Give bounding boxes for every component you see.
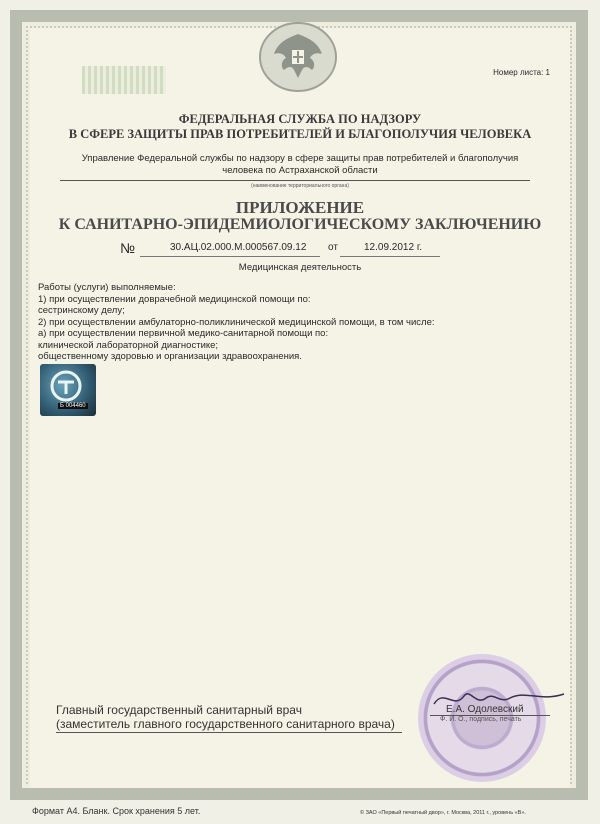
works-list bbox=[38, 282, 538, 363]
works-line: клинической лабораторной диагностике; bbox=[38, 339, 219, 351]
sheet-number: Номер листа: 1 bbox=[493, 68, 550, 77]
activity-type: Медицинская деятельность bbox=[238, 262, 362, 273]
department-line1: Управление Федеральной службы по надзору в сфере защиты прав потребителей и благополучия bbox=[81, 153, 519, 164]
department-caption: (наименование территориального органа) bbox=[251, 183, 349, 189]
date-underline bbox=[340, 256, 440, 257]
department-underline bbox=[60, 180, 530, 181]
agency-title-line1: ФЕДЕРАЛЬНАЯ СЛУЖБА ПО НАДЗОРУ bbox=[178, 112, 422, 126]
conclusion-number: 30.АЦ.02.000.М.000567.09.12 bbox=[170, 242, 307, 253]
works-line: 1) при осуществлении доврачебной медицинской помощи по: bbox=[38, 293, 311, 305]
signatory-position: Главный государственный санитарный врач bbox=[56, 703, 302, 717]
department-line2: человека по Астраханской области bbox=[222, 165, 378, 176]
number-underline bbox=[140, 256, 320, 257]
number-sign: № bbox=[120, 240, 136, 256]
agency-title-line2: В СФЕРЕ ЗАЩИТЫ ПРАВ ПОТРЕБИТЕЛЕЙ И БЛАГОПОЛУЧИЯ ЧЕЛОВЕКА bbox=[68, 127, 532, 141]
signatory-caption: Ф. И. О., подпись, печать bbox=[440, 716, 522, 723]
signatory-position-alt: (заместитель главного государственного санитарного врача) bbox=[56, 717, 395, 731]
signature-underline bbox=[430, 715, 550, 716]
hologram-strip bbox=[82, 66, 166, 94]
from-label: от bbox=[328, 242, 338, 253]
footer-format-note: Формат А4. Бланк. Срок хранения 5 лет. bbox=[32, 806, 201, 816]
certification-number: Б 004460 bbox=[60, 403, 86, 409]
document-title: ПРИЛОЖЕНИЕ bbox=[235, 198, 365, 217]
works-line: общественному здоровью и организации здравоохранения. bbox=[38, 351, 302, 362]
works-line: 2) при осуществлении амбулаторно-поликлинической медицинской помощи, в том числе: bbox=[38, 316, 435, 328]
position-underline bbox=[56, 732, 402, 733]
works-line: а) при осуществлении первичной медико-санитарной помощи по: bbox=[38, 328, 329, 339]
conclusion-date: 12.09.2012 г. bbox=[364, 242, 423, 253]
works-line: Работы (услуги) выполняемые: bbox=[38, 282, 176, 293]
signatory-name: Е.А. Одолевский bbox=[446, 704, 524, 715]
document-subtitle: К САНИТАРНО-ЭПИДЕМИОЛОГИЧЕСКОМУ ЗАКЛЮЧЕНИЮ bbox=[58, 216, 542, 233]
coat-of-arms-emblem bbox=[258, 20, 338, 94]
footer-printer-note: © ЗАО «Первый печатный двор», г. Москва, 2011 г., уровень «В». bbox=[360, 810, 526, 816]
works-line: сестринскому делу; bbox=[38, 305, 125, 316]
